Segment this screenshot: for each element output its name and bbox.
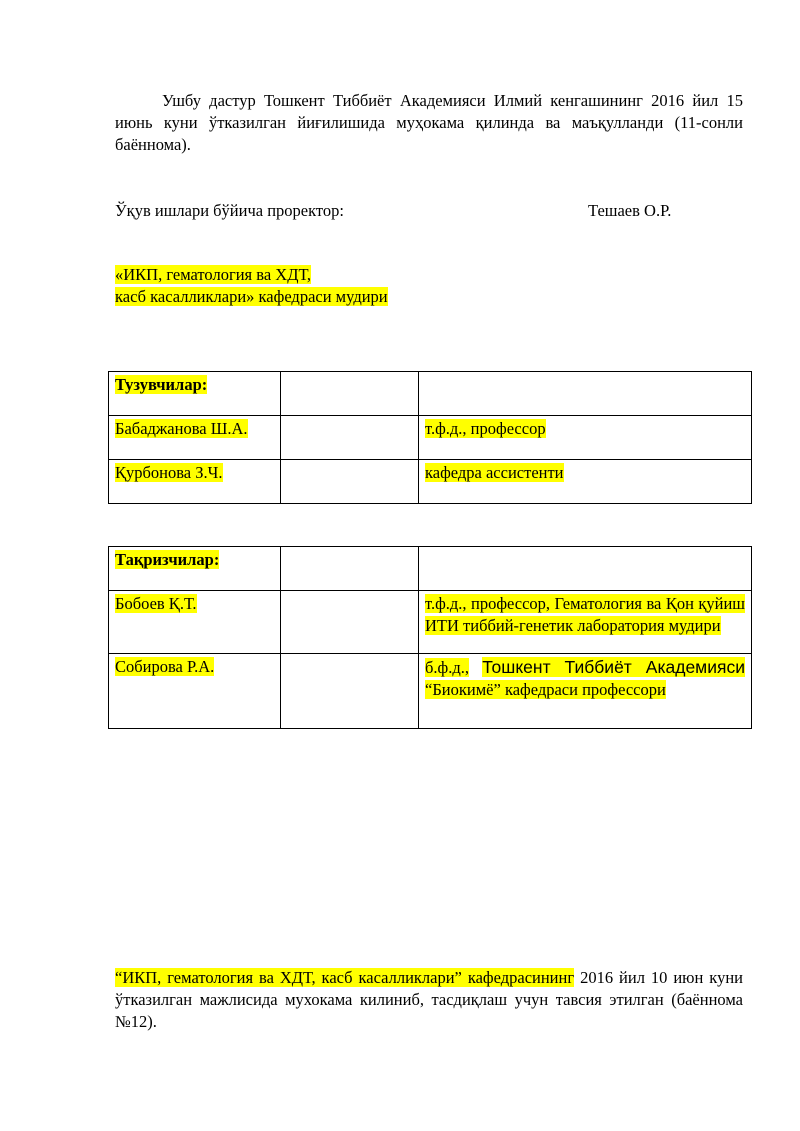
- table-cell: [281, 416, 419, 460]
- reviewer-position: “Биокимё” кафедраси профессори: [425, 680, 666, 699]
- authors-table: [108, 371, 752, 504]
- table-cell: [109, 547, 281, 591]
- prorector-label: Ўқув ишлари бўйича проректор:: [115, 201, 344, 220]
- table-cell: [419, 460, 752, 504]
- table-cell: [109, 591, 281, 654]
- table-cell: [281, 654, 419, 729]
- table-cell: [419, 654, 752, 729]
- author-name: Бабаджанова Ш.А.: [115, 419, 248, 438]
- approval-paragraph: [115, 90, 743, 156]
- reviewers-header: Тақризчилар:: [115, 550, 220, 569]
- department-approval-text: 2016 йил 10 июн куни ўтказилган мажлисида мухокама килиниб, тасдиқлаш учун тавсия этилган (баённома №12).: [115, 968, 743, 1031]
- table-cell: [419, 547, 752, 591]
- table-cell: [109, 460, 281, 504]
- table-cell: [419, 416, 752, 460]
- table-cell: [109, 416, 281, 460]
- table-row: [109, 654, 752, 729]
- table-cell: [109, 654, 281, 729]
- table-row: [109, 547, 752, 591]
- reviewer-title: т.ф.д., профессор, Гематология ва Қон қуйиш ИТИ тиббий-генетик лаборатория мудири: [425, 594, 745, 635]
- department-head-line-2: касб касалликлари» кафедраси мудири: [115, 287, 388, 306]
- table-cell: [109, 372, 281, 416]
- table-row: [109, 460, 752, 504]
- table-cell: [281, 547, 419, 591]
- table-row: [109, 372, 752, 416]
- department-head-line-1: «ИКП, гематология ва ХДТ,: [115, 265, 312, 284]
- reviewer-name: Бобоев Қ.Т.: [115, 594, 197, 613]
- authors-header: Тузувчилар:: [115, 375, 208, 394]
- reviewer-degree: б.ф.д.,: [425, 658, 469, 677]
- department-head-block: [115, 264, 715, 308]
- department-name: “ИКП, гематология ва ХДТ, касб касалликлари” кафедрасининг: [115, 968, 575, 987]
- author-title: т.ф.д., профессор: [425, 419, 546, 438]
- approval-text: Ушбу дастур Тошкент Тиббиёт Академияси Илмий кенгашининг 2016 йил 15 июнь куни ўтказилган йиғилишида муҳокама қилинда ва маъқулланди (11-сонли баённома).: [115, 91, 743, 154]
- table-row: [109, 416, 752, 460]
- author-title: кафедра ассистенти: [425, 463, 564, 482]
- table-cell: [281, 591, 419, 654]
- table-cell: [281, 460, 419, 504]
- reviewer-institution: Тошкент Тиббиёт Академияси: [482, 657, 745, 677]
- table-cell: [419, 372, 752, 416]
- prorector-name: Тешаев О.Р.: [588, 201, 672, 220]
- author-name: Қурбонова З.Ч.: [115, 463, 223, 482]
- table-cell: [419, 591, 752, 654]
- table-cell: [281, 372, 419, 416]
- department-approval-paragraph: [115, 967, 743, 1033]
- reviewer-name: Собирова Р.А.: [115, 657, 215, 676]
- reviewers-table: [108, 546, 752, 729]
- table-row: [109, 591, 752, 654]
